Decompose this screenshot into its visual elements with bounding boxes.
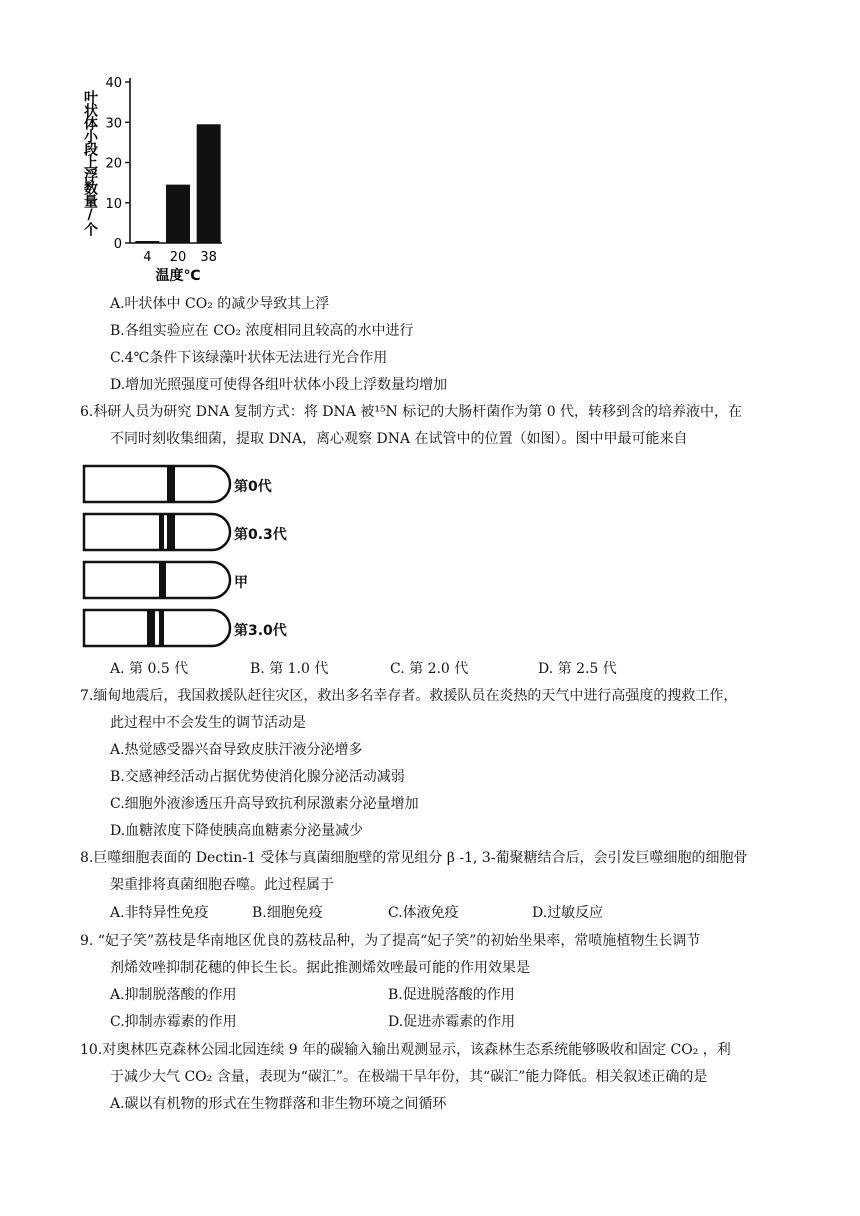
tube-jia [84,562,230,598]
q10-option-a: A.碳以有机物的形式在生物群落和非生物环境之间循环 [110,1096,447,1112]
y-tick-label: 40 [105,76,122,91]
q8-stem-line2: 架重排将真菌细胞吞噬。此过程属于 [110,877,334,893]
y-tick-label: 20 [105,156,122,172]
tube-gen-3-0 [84,610,230,646]
q7-option-d: D.血糖浓度下降使胰高血糖素分泌量减少 [110,823,364,839]
q9-option-a: A.抑制脱落酸的作用 [110,987,237,1003]
q5-option-a: A.叶状体中 CO₂ 的减少导致其上浮 [110,296,330,312]
x-axis-label: 温度℃ [155,268,201,284]
q6-stem-line1: 6.科研人员为研究 DNA 复制方式：将 DNA 被¹⁵N 标记的大肠杆菌作为第 0 代，转移到含的培养液中，在 [80,404,743,420]
q6-option-b: B. 第 1.0 代 [250,661,329,677]
q5-option-b: B.各组实验应在 CO₂ 浓度相同且较高的水中进行 [110,323,414,339]
dna-band-heavy [167,515,175,549]
q6-option-d: D. 第 2.5 代 [538,661,617,677]
dna-band-hybrid [159,515,164,549]
x-tick-label: 20 [169,250,187,265]
q8-option-b: B.细胞免疫 [252,905,323,921]
q9-stem-line2: 剂烯效唑抑制花穗的伸长生长。据此推测烯效唑最可能的作用效果是 [110,960,530,976]
y-axis-label: 叶状体小段上浮数量/个 [82,90,98,235]
q9-stem-line1: 9. “妃子笑”荔枝是华南地区优良的荔枝品种，为了提高“妃子笑”的初始坐果率，常喷施植物生长调节 [80,933,701,949]
bar [197,124,221,243]
tube-gen-0 [84,466,230,502]
q6-option-a: A. 第 0.5 代 [110,661,189,677]
dna-band-hybrid [159,563,166,597]
tube-label-gen-0-3: 第0.3代 [234,527,287,543]
q8-option-d: D.过敏反应 [532,905,604,921]
q9-option-b: B.促进脱落酸的作用 [388,987,515,1003]
bar [135,241,159,243]
tube-label-gen-3-0: 第3.0代 [234,623,287,639]
q8-option-c: C.体液免疫 [388,905,459,921]
q7-option-c: C.细胞外液渗透压升高导致抗利尿激素分泌量增加 [110,796,419,812]
bar [166,185,190,243]
tube-label-jia: 甲 [234,575,248,591]
bar-chart-svg [70,66,240,286]
q9-option-c: C.抑制赤霉素的作用 [110,1014,237,1030]
q10-stem-line2: 于减少大气 CO₂ 含量，表现为“碳汇”。在极端干旱年份，其“碳汇”能力降低。相关叙述正确的是 [110,1069,708,1085]
q6-option-c: C. 第 2.0 代 [390,661,469,677]
x-tick-label: 38 [200,250,217,265]
q8-stem-line1: 8.巨噬细胞表面的 Dectin-1 受体与真菌细胞壁的常见组分 β -1, 3-葡聚糖结合后，会引发巨噬细胞的细胞骨 [80,850,748,866]
q8-option-a: A.非特异性免疫 [110,905,209,921]
y-tick-label: 0 [113,237,122,252]
q7-option-b: B.交感神经活动占据优势使消化腺分泌活动减弱 [110,769,405,785]
q5-option-d: D.增加光照强度可使得各组叶状体小段上浮数量均增加 [110,377,448,393]
q5-option-c: C.4℃条件下该绿藻叶状体无法进行光合作用 [110,350,388,366]
q7-stem-line1: 7.缅甸地震后，我国救援队赶往灾区，救出多名幸存者。救援队员在炎热的天气中进行高强度的搜救工作， [80,688,738,704]
x-tick-label: 4 [143,250,152,265]
tube-gen-0-3 [84,514,230,550]
tube-label-gen-0: 第0代 [234,479,272,495]
centrifuge-tubes-figure [80,462,320,652]
q9-option-d: D.促进赤霉素的作用 [388,1014,516,1030]
bar-chart [70,66,240,286]
dna-band-hybrid [159,611,164,645]
q7-option-a: A.热觉感受器兴奋导致皮肤汗液分泌增多 [110,742,363,758]
q10-stem-line1: 10.对奥林匹克森林公园北园连续 9 年的碳输入输出观测显示，该森林生态系统能够吸收和固定 CO₂ ，利 [80,1042,731,1058]
q6-stem-line2: 不同时刻收集细菌，提取 DNA，离心观察 DNA 在试管中的位置（如图）。图中甲最可能来自 [110,431,688,447]
dna-band-heavy [167,467,175,501]
y-tick-label: 30 [105,116,122,132]
y-tick-label: 10 [105,196,122,212]
dna-band-light [147,611,155,645]
q7-stem-line2: 此过程中不会发生的调节活动是 [110,715,306,731]
